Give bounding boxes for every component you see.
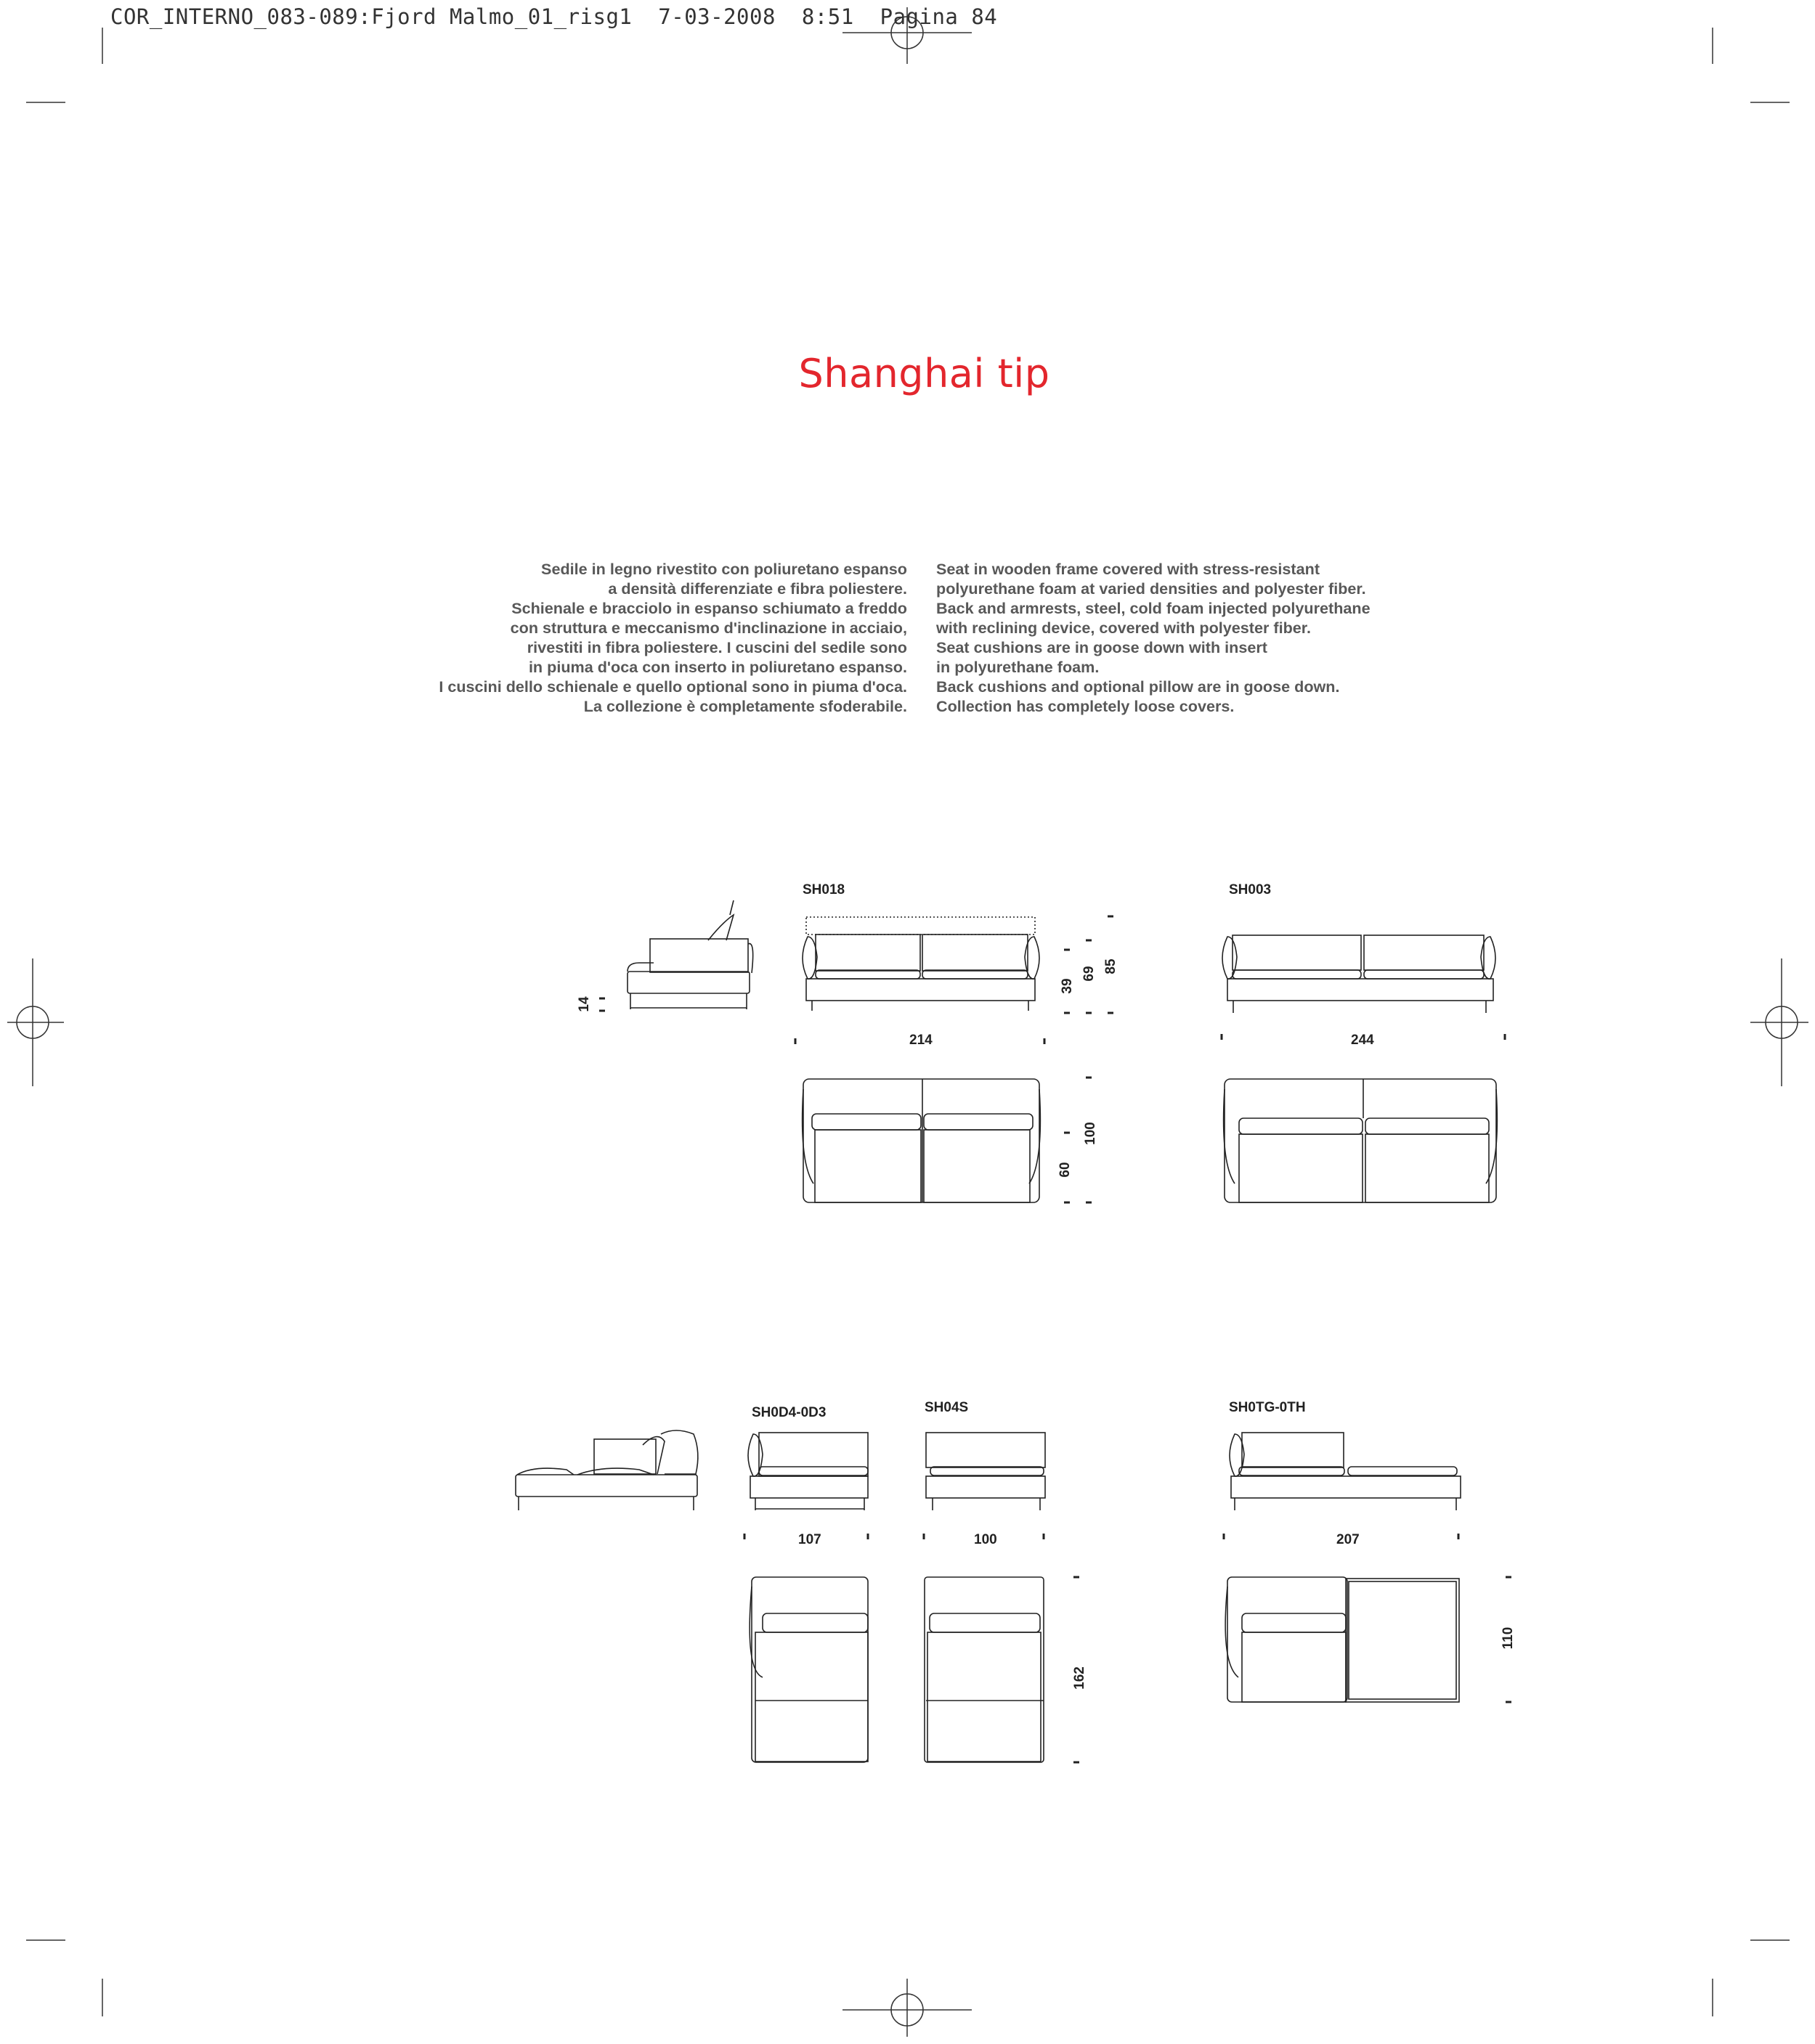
sh018-arm-height-dimension: 69 — [1081, 966, 1097, 982]
sh018-seat-height-dimension: 39 — [1060, 978, 1075, 994]
sh003-front-drawing — [1222, 935, 1495, 1013]
sh04s-top-drawing — [925, 1577, 1044, 1762]
sh018-width-dimension: 214 — [909, 1033, 933, 1048]
sh018-top-drawing — [803, 1079, 1041, 1202]
sh0tg-front-drawing — [1230, 1433, 1461, 1510]
side-leg-dimension: 14 — [577, 996, 592, 1012]
sh04s-width-dimension: 100 — [974, 1532, 997, 1547]
sh0d4-top-drawing — [750, 1577, 868, 1762]
print-slug: COR_INTERNO_083-089:Fjord Malmo_01_risg1 7-03-2008 8:51 Pagina 84 — [110, 4, 998, 29]
model-code-sh04s: SH04S — [925, 1400, 969, 1415]
model-code-sh0tg: SH0TG-0TH — [1229, 1400, 1306, 1415]
sh003-top-drawing — [1224, 1079, 1498, 1202]
sh04s-front-drawing — [926, 1433, 1045, 1510]
sh0tg-top-drawing — [1225, 1577, 1459, 1702]
product-title: Shanghai tip — [798, 351, 1050, 396]
sh0d4-front-drawing — [748, 1433, 868, 1510]
model-code-sh0d4: SH0D4-0D3 — [752, 1405, 827, 1420]
description-italian: Sedile in legno rivestito con poliuretano espanso a densità differenziate e fibra poliestere. Schienale e bracciolo in espanso schiumato a freddo con struttura e meccanismo d'inclinazione in acciaio, rivestiti in fibra poliestere. I cuscini del sedile sono in piuma d'oca con inserto in poliuretano espanso. I cuscini dello schienale e quello optional sono in piuma d'oca. La collezione è completamente sfoderabile. — [439, 560, 907, 715]
sh003-width-dimension: 244 — [1351, 1033, 1374, 1048]
sh04s-depth-dimension: 162 — [1072, 1666, 1087, 1690]
model-code-sh003: SH003 — [1229, 882, 1272, 897]
description-english: Seat in wooden frame covered with stress-resistant polyurethane foam at varied densities and polyester fiber. Back and armrests, steel, cold foam injected polyurethane with reclining device, covered with polyester fiber. Seat cushions are in goose down with insert in polyurethane foam. Back cushions and optional pillow are in goose down. Collection has completely loose covers. — [936, 560, 1371, 715]
sh0tg-depth-dimension: 110 — [1501, 1626, 1516, 1650]
sh018-depth-dimension: 100 — [1083, 1122, 1098, 1145]
sh018-seat-depth-dimension: 60 — [1057, 1162, 1073, 1178]
sh018-front-drawing — [803, 917, 1039, 1011]
side-view-sofa-drawing — [628, 900, 753, 1009]
model-code-sh018: SH018 — [803, 882, 845, 897]
sh0tg-width-dimension: 207 — [1336, 1532, 1360, 1547]
sh018-back-height-dimension: 85 — [1103, 958, 1118, 974]
sh0d4-width-dimension: 107 — [798, 1532, 821, 1547]
side-view-chaise-drawing — [516, 1430, 698, 1510]
